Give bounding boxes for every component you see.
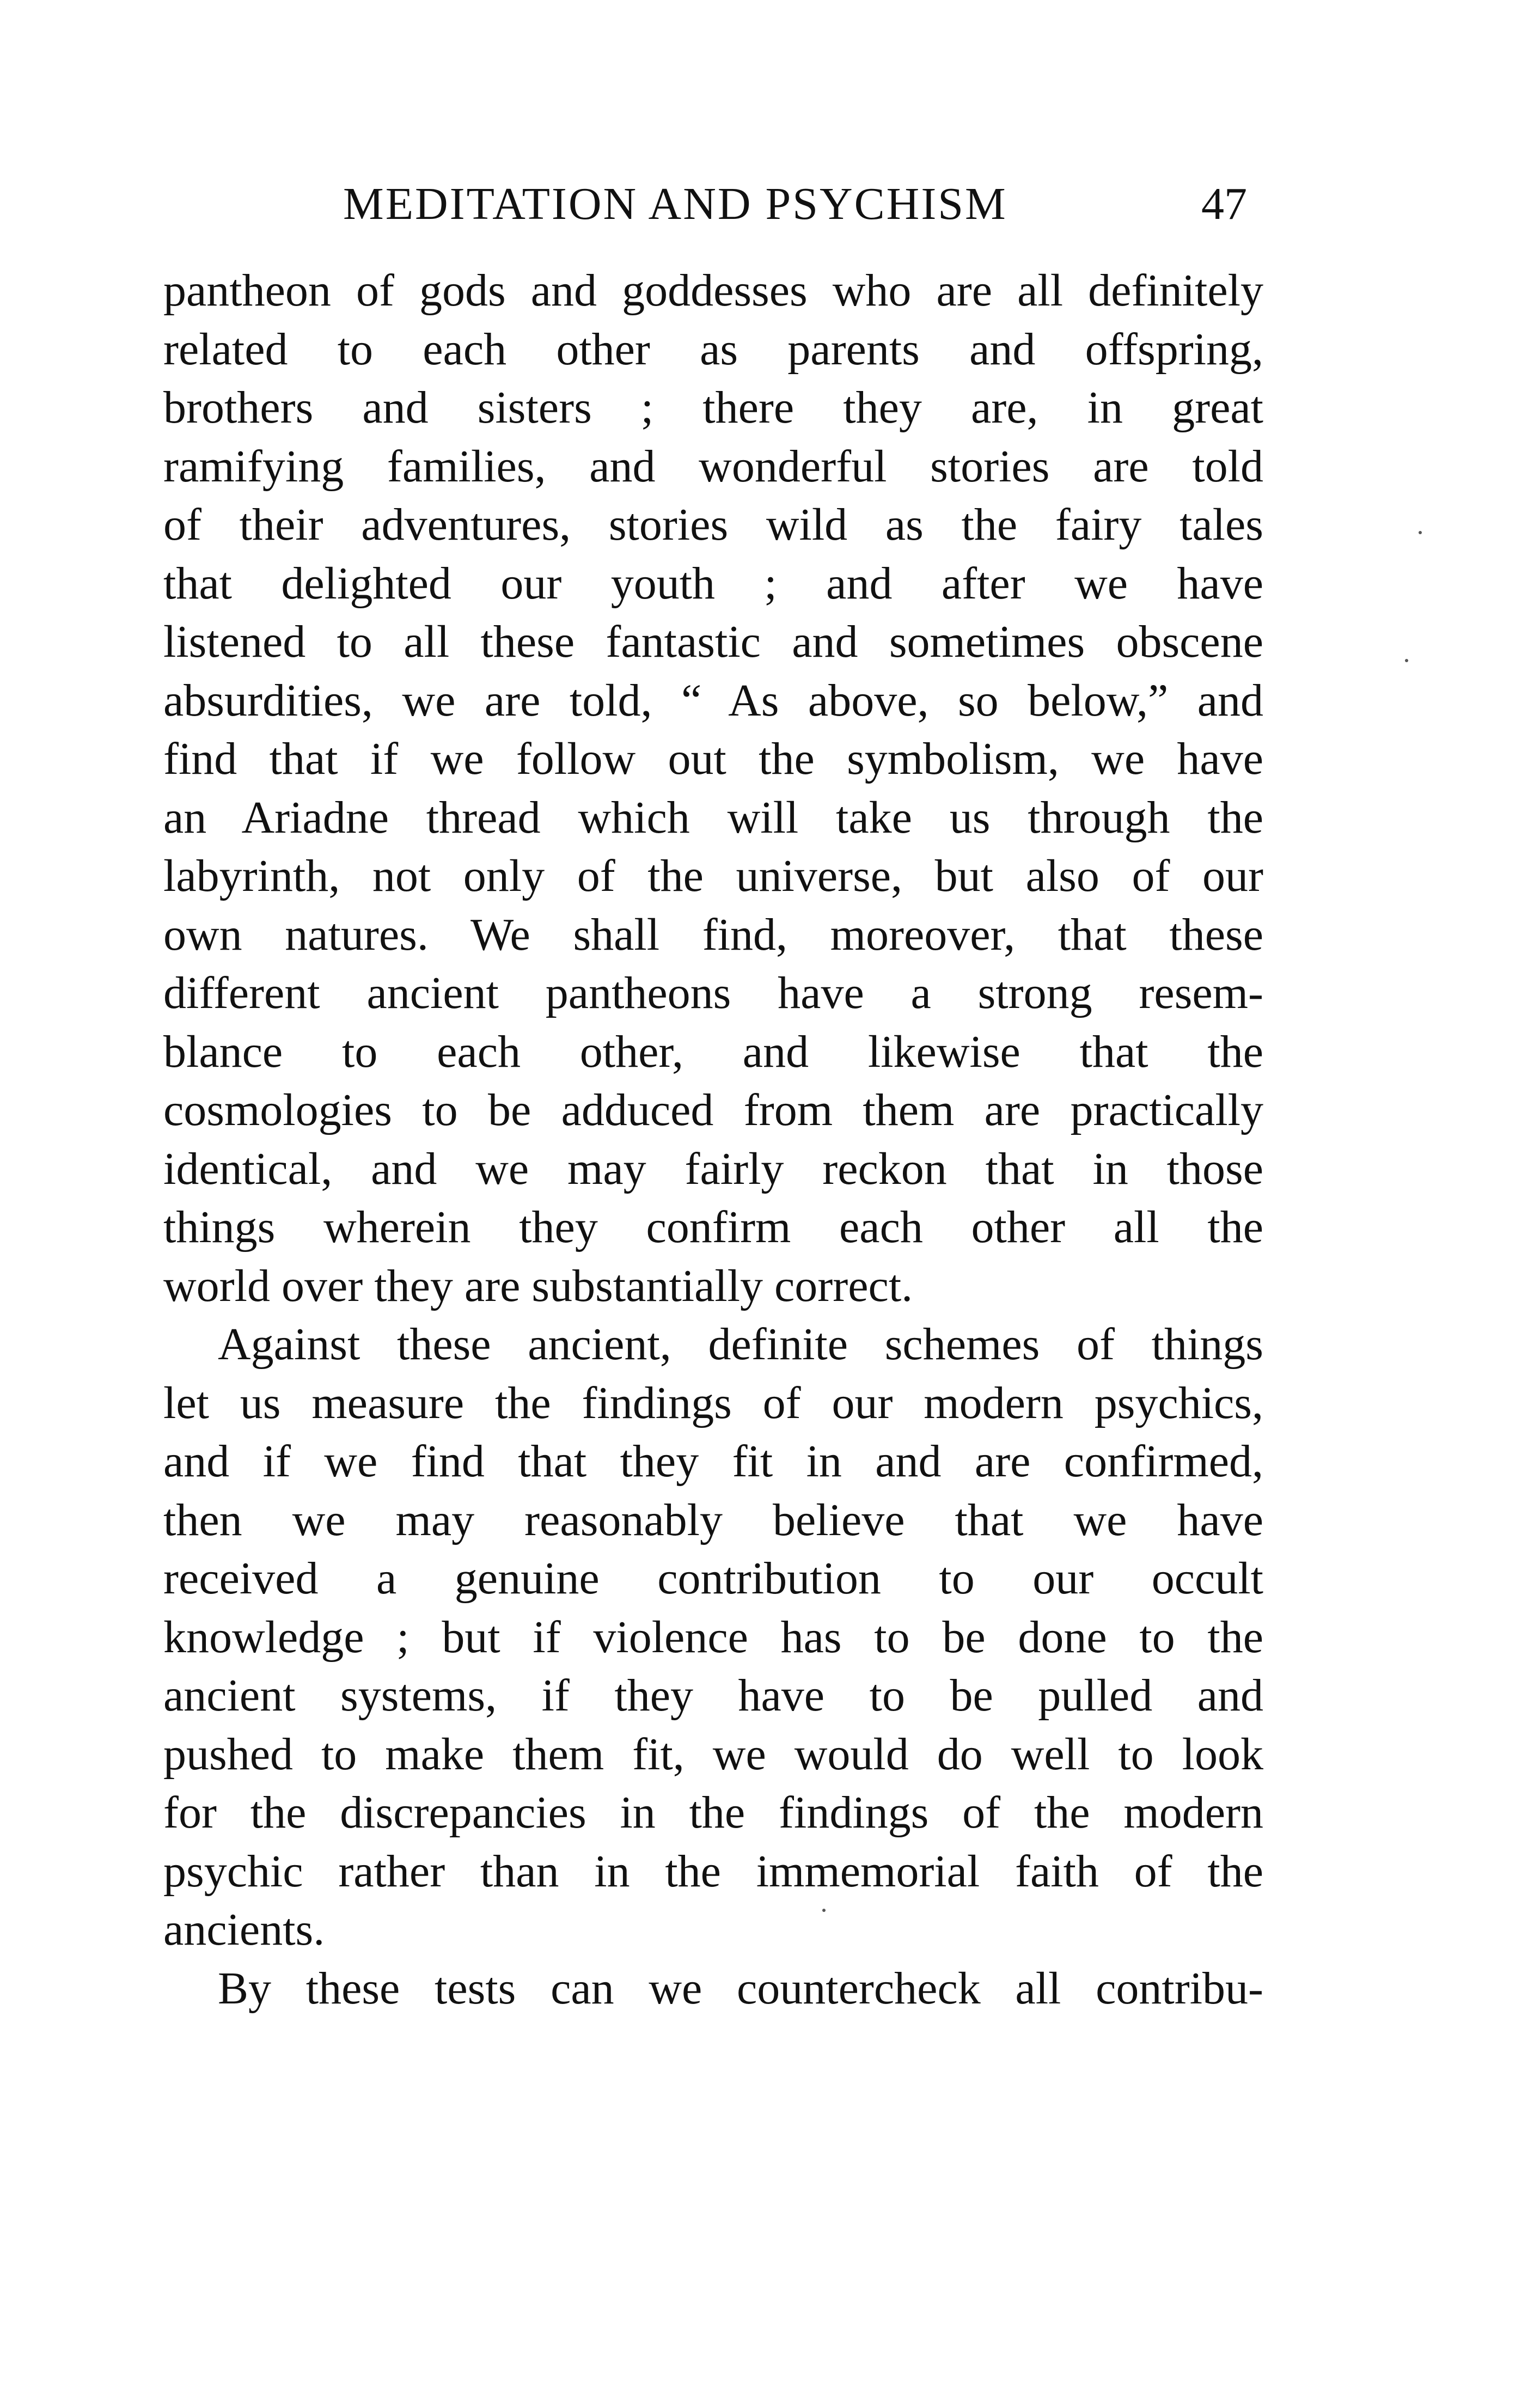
text-line: ramifying families, and wonderful stories are told (163, 441, 1263, 492)
text-line: find that if we follow out the symbolism, we have (163, 734, 1263, 784)
text-line: psychic rather than in the immemorial faith of the (163, 1846, 1263, 1897)
text-line: pantheon of gods and goddesses who are all definitely (163, 265, 1263, 316)
text-line: received a genuine contribution to our occult (163, 1553, 1263, 1604)
text-line: identical, and we may fairly reckon that in those (163, 1143, 1263, 1194)
text-line: and if we find that they fit in and are confirmed, (163, 1436, 1263, 1487)
paragraph-start-line: By these tests can we countercheck all contribu- (218, 1963, 1263, 2014)
print-speck (1405, 659, 1408, 662)
text-line: absurdities, we are told, “ As above, so below,” and (163, 675, 1263, 726)
text-line: listened to all these fantastic and sometimes obscene (163, 616, 1263, 667)
text-line: labyrinth, not only of the universe, but also of our (163, 851, 1263, 901)
text-line: let us measure the findings of our modern psychics, (163, 1377, 1263, 1428)
print-speck (822, 1909, 826, 1912)
print-speck (1419, 531, 1422, 534)
page-number: 47 (1201, 179, 1247, 229)
text-line: cosmologies to be adduced from them are practically (163, 1085, 1263, 1135)
text-line: pushed to make them fit, we would do well to look (163, 1728, 1263, 1780)
text-line: things wherein they confirm each other all the (163, 1202, 1263, 1252)
text-line: an Ariadne thread which will take us through the (163, 792, 1263, 843)
text-line: blance to each other, and likewise that the (163, 1026, 1263, 1077)
running-title: MEDITATION AND PSYCHISM (343, 179, 1007, 229)
paragraph-end-line: ancients. (163, 1904, 325, 1955)
text-line: ancient systems, if they have to be pulled and (163, 1670, 1263, 1721)
paragraph-start-line: Against these ancient, definite schemes of things (218, 1319, 1263, 1370)
text-line: of their adventures, stories wild as the fairy tales (163, 499, 1263, 550)
text-line: then we may reasonably believe that we have (163, 1494, 1263, 1545)
text-line: that delighted our youth ; and after we have (163, 558, 1263, 609)
text-line: related to each other as parents and offspring, (163, 323, 1263, 375)
body-text (163, 261, 1263, 2018)
paragraph-end-line: world over they are substantially correct. (163, 1260, 913, 1311)
text-line: brothers and sisters ; there they are, in great (163, 382, 1263, 433)
text-line: own natures. We shall find, moreover, that these (163, 909, 1263, 960)
text-line: knowledge ; but if violence has to be done to the (163, 1611, 1263, 1663)
running-head (163, 174, 1263, 234)
text-line: for the discrepancies in the findings of the modern (163, 1787, 1263, 1838)
text-line: different ancient pantheons have a strong resem- (163, 968, 1263, 1018)
